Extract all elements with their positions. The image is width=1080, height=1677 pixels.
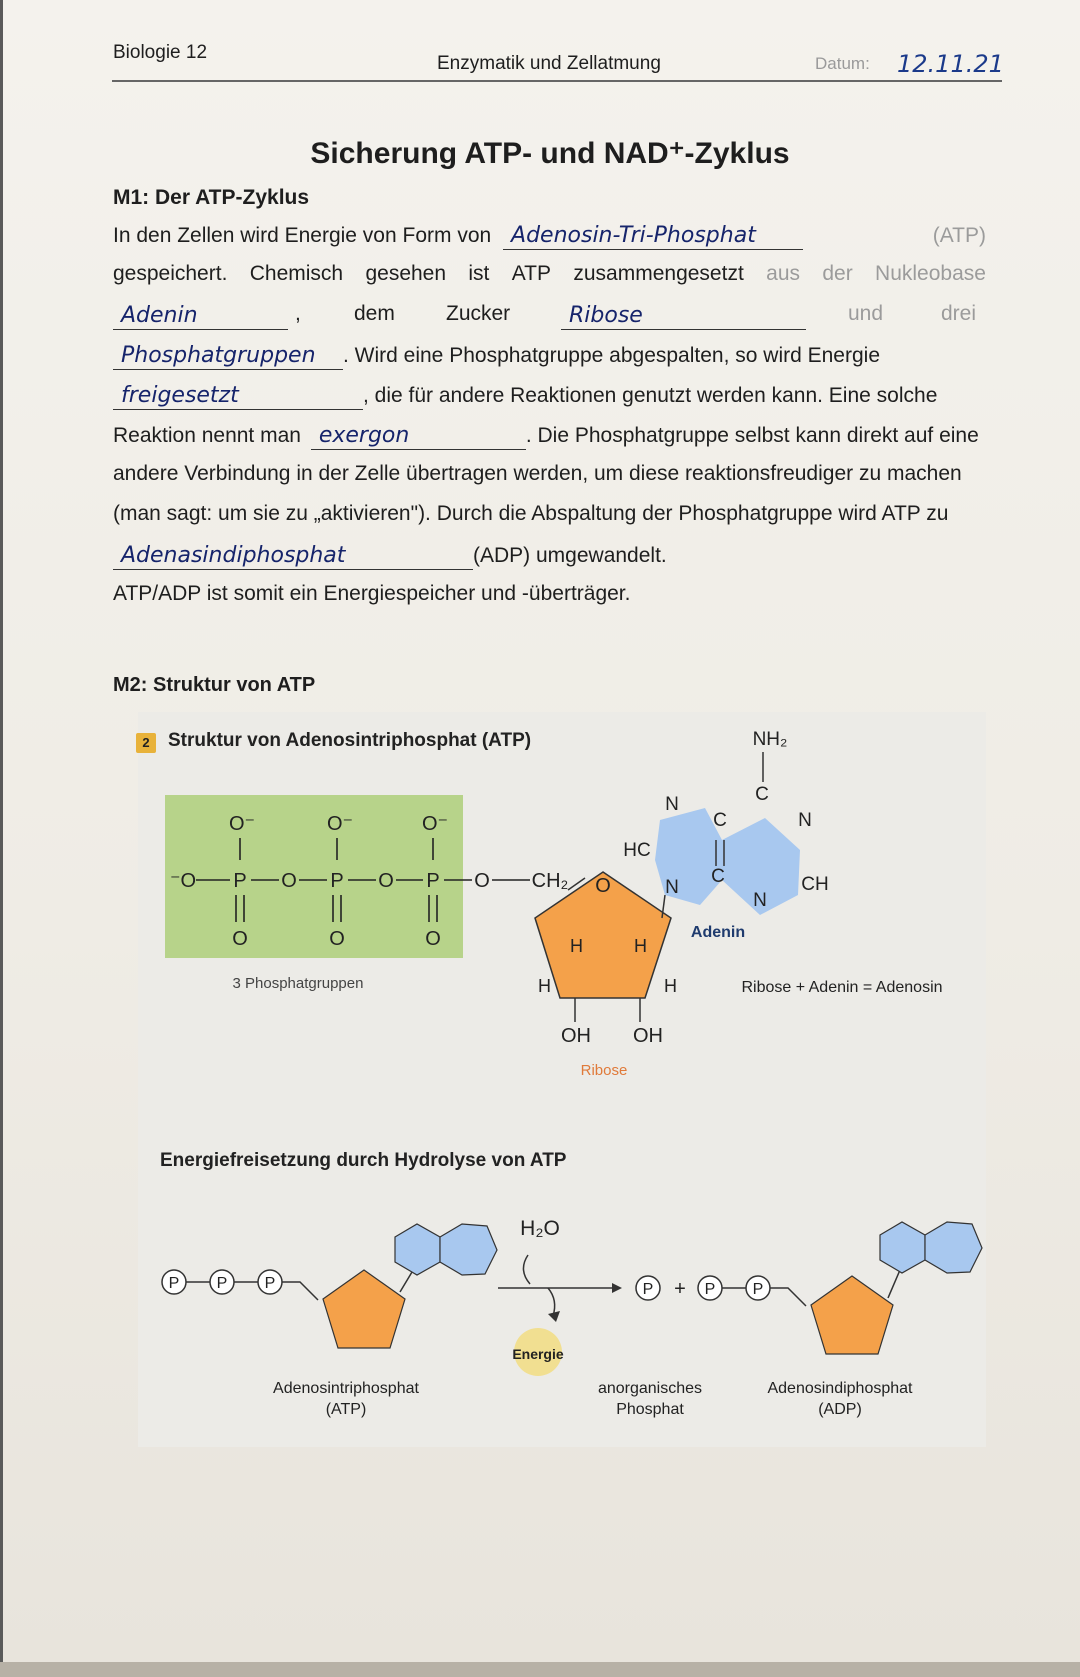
phosphate-symbol: P	[264, 1275, 276, 1292]
faded-text: Nukleobase	[875, 262, 986, 285]
energy-arrow	[548, 1288, 555, 1316]
adenin-label: Adenin	[690, 924, 746, 941]
text: ATP	[511, 262, 552, 285]
energy-label: Energie	[512, 1346, 564, 1362]
faded-text: drei	[941, 302, 977, 325]
phosphate-symbol: P	[216, 1275, 228, 1292]
atom-c: C	[755, 784, 769, 805]
atom-o: O	[329, 928, 345, 950]
text: . Wird eine Phosphatgruppe abgespalten, so wird Energie	[343, 344, 880, 367]
atom-o-minus: O⁻	[326, 813, 354, 835]
atom-c: C	[711, 866, 725, 887]
pi-caption: Phosphat	[616, 1401, 684, 1418]
atom-p: P	[426, 870, 440, 892]
adenine-ring-large	[440, 1224, 497, 1275]
atp-caption: (ATP)	[325, 1401, 367, 1418]
adenosin-equation: Ribose + Adenin = Adenosin	[741, 979, 943, 996]
adp-caption: (ADP)	[818, 1401, 862, 1418]
faded-text: der	[822, 262, 853, 285]
ribose-pentagon	[811, 1276, 893, 1354]
atom-oh: OH	[633, 1025, 663, 1047]
atom-c: C	[713, 810, 727, 831]
atom-o-minus: ⁻O	[169, 870, 197, 892]
atom-h: H	[634, 936, 647, 956]
atom-p: P	[233, 870, 247, 892]
figure-number-badge: 2	[136, 733, 156, 753]
adp-caption: Adenosindiphosphat	[767, 1380, 913, 1397]
text: Zucker	[446, 302, 511, 325]
adenine-ring-small	[395, 1224, 440, 1275]
faded-text: (ATP)	[932, 224, 986, 247]
adp-molecule	[698, 1222, 982, 1354]
pi-caption: anorganisches	[597, 1380, 703, 1397]
answer-blank-atp: Adenosin-Tri-Phosphat	[503, 222, 803, 250]
answer-blank-freigesetzt: freigesetzt	[113, 382, 363, 410]
text: ist	[468, 262, 490, 285]
phosphate-symbol: P	[752, 1281, 764, 1298]
atom-o: O	[378, 870, 394, 892]
section-heading-m2: M2: Struktur von ATP	[113, 674, 316, 696]
atom-oh: OH	[561, 1025, 591, 1047]
atom-h: H	[538, 976, 551, 996]
text: ,	[295, 302, 301, 325]
page-bottom-edge	[0, 1662, 1080, 1677]
atp-caption: Adenosintriphosphat	[273, 1380, 419, 1397]
page-title: Sicherung ATP- und NAD⁺-Zyklus	[310, 137, 790, 170]
water-arrow	[523, 1255, 530, 1284]
topic-label: Enzymatik und Zellatmung	[437, 53, 661, 74]
plus-sign: +	[674, 1278, 686, 1300]
atom-o-minus: O⁻	[228, 813, 256, 835]
atom-n: N	[753, 890, 767, 911]
hydrolysis-title: Energiefreisetzung durch Hydrolyse von ATP	[160, 1150, 567, 1171]
atom-n: N	[665, 794, 679, 815]
answer-blank-exergon: exergon	[311, 422, 526, 450]
atom-n: N	[798, 810, 812, 831]
atom-o: O	[474, 870, 490, 892]
atom-h: H	[570, 936, 583, 956]
phosphate-symbol: P	[168, 1275, 180, 1292]
adenine-ring-small	[880, 1222, 925, 1273]
text: gesehen	[365, 262, 447, 285]
phosphate-symbol: P	[642, 1281, 654, 1298]
water-label: H₂O	[520, 1217, 560, 1240]
phosphate-symbol: P	[704, 1281, 716, 1298]
atom-o: O	[425, 928, 441, 950]
atom-ch: CH	[801, 874, 829, 895]
course-label: Biologie 12	[113, 42, 208, 63]
text: gespeichert.	[113, 262, 228, 285]
faded-text: aus	[766, 262, 800, 285]
date-label: Datum:	[815, 54, 870, 73]
atom-o: O	[232, 928, 248, 950]
ribose-label: Ribose	[580, 1062, 628, 1079]
text: , die für andere Reaktionen genutzt werden kann. Eine solche	[363, 384, 938, 407]
text: In den Zellen wird Energie von Form von	[113, 224, 492, 247]
atom-n: N	[665, 877, 679, 898]
atom-o: O	[595, 875, 611, 897]
text-line-7: andere Verbindung in der Zelle übertragen werden, um diese reaktionsfreudiger zu machen	[113, 462, 962, 485]
atom-h: H	[664, 976, 677, 996]
phosphate-caption: 3 Phosphatgruppen	[232, 975, 364, 992]
adenine-ring-large	[925, 1222, 982, 1273]
answer-blank-ribose: Ribose	[561, 302, 806, 330]
figure-title: Struktur von Adenosintriphosphat (ATP)	[168, 730, 532, 751]
text: Reaktion nennt man	[113, 424, 301, 447]
answer-blank-adp: Adenasindiphosphat	[113, 542, 473, 570]
atom-o-minus: O⁻	[421, 813, 449, 835]
atom-ch2: CH₂	[531, 870, 569, 892]
atom-p: P	[330, 870, 344, 892]
atom-nh2: NH₂	[752, 729, 788, 750]
atom-o: O	[281, 870, 297, 892]
date-value: 12.11.21	[897, 50, 1004, 78]
atp-molecule	[162, 1224, 497, 1348]
text: . Die Phosphatgruppe selbst kann direkt auf eine	[525, 424, 979, 447]
text-line-8: (man sagt: um sie zu „aktivieren"). Durch die Abspaltung der Phosphatgruppe wird ATP zu	[113, 502, 949, 525]
text: zusammengesetzt	[573, 262, 744, 285]
answer-blank-adenin: Adenin	[113, 302, 288, 330]
faded-text: und	[848, 302, 884, 325]
text: (ADP) umgewandelt.	[473, 544, 667, 567]
section-heading-m1: M1: Der ATP-Zyklus	[113, 186, 310, 209]
ribose-pentagon	[323, 1270, 405, 1348]
answer-blank-phosphatgruppen: Phosphatgruppen	[113, 342, 343, 370]
text: dem	[354, 302, 395, 325]
atom-hc: HC	[623, 840, 651, 861]
text: Chemisch	[249, 262, 344, 285]
text-line-10: ATP/ADP ist somit ein Energiespeicher und -überträger.	[113, 582, 631, 605]
